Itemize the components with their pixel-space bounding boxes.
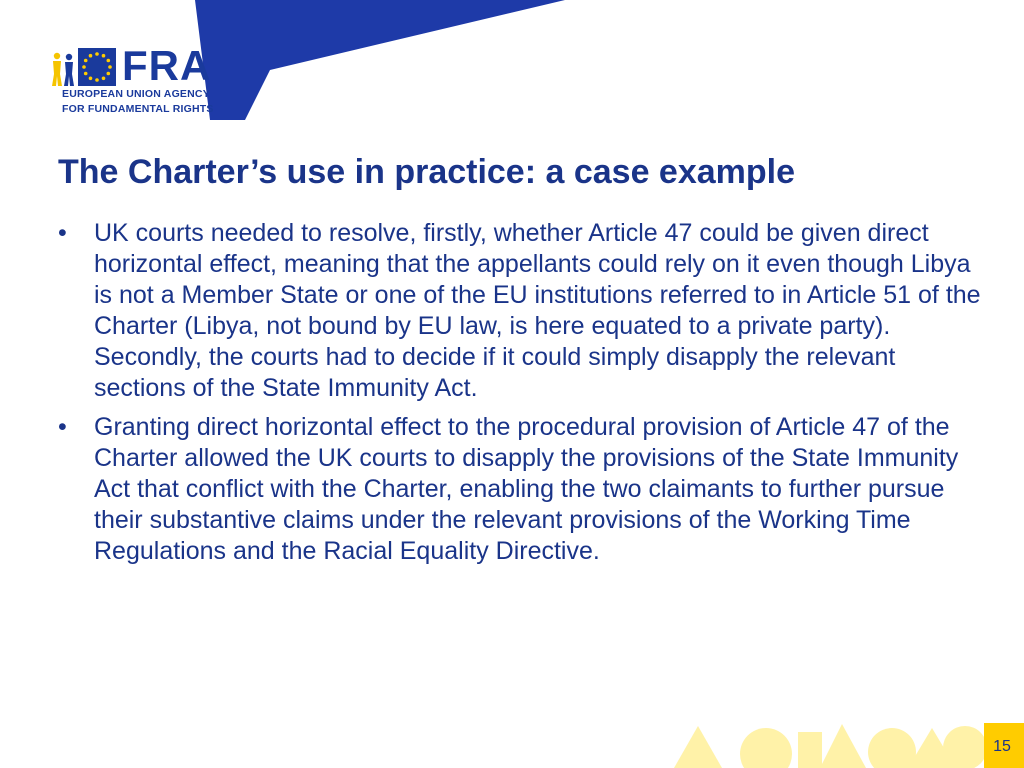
eu-flag-icon <box>78 48 116 86</box>
footer-decoration <box>670 718 1024 768</box>
people-figures-icon <box>50 52 78 88</box>
footer-circle-shape <box>740 728 792 768</box>
banner-blue-wedge <box>195 0 565 120</box>
bullet-mark: • <box>58 219 67 247</box>
bullet-mark: • <box>58 413 67 441</box>
footer-circle-shape <box>868 728 916 768</box>
footer-triangle-shape <box>674 726 722 768</box>
footer-triangle-shape <box>820 724 866 768</box>
logo-acronym: FRA <box>122 42 212 89</box>
fra-logo <box>50 42 220 120</box>
footer-bar-shape <box>798 732 822 768</box>
slide-title: The Charter’s use in practice: a case example <box>58 153 796 191</box>
bullet-item <box>58 412 993 567</box>
bullet-text: Granting direct horizontal effect to the procedural provision of Article 47 of the Charter allowed the UK courts to disapply the provisions of the State Immunity Act that conflict with the Charter, enabling the two claimants to further pursue their substantive claims under the relevant provisions of the Working Time Regulations and the Racial Equality Directive. <box>94 413 959 565</box>
bullet-item <box>58 218 993 404</box>
bullet-list <box>58 218 993 575</box>
footer-circle-shape <box>943 726 987 768</box>
page-number: 15 <box>993 738 1011 755</box>
eu-stars-icon <box>78 48 116 86</box>
logo-agency-line-2: FOR FUNDAMENTAL RIGHTS <box>62 103 214 115</box>
bullet-text: UK courts needed to resolve, firstly, whether Article 47 could be given direct horizontal effect, meaning that the appellants could rely on it even though Libya is not a Member State or one of the EU institutions referred to in Article 51 of the Charter (Libya, not bound by EU law, is here equated to a private party). Secondly, the courts had to decide if it could simply disapply the relevant sections of the State Immunity Act. <box>94 219 981 402</box>
logo-agency-line-1: EUROPEAN UNION AGENCY <box>62 88 210 100</box>
